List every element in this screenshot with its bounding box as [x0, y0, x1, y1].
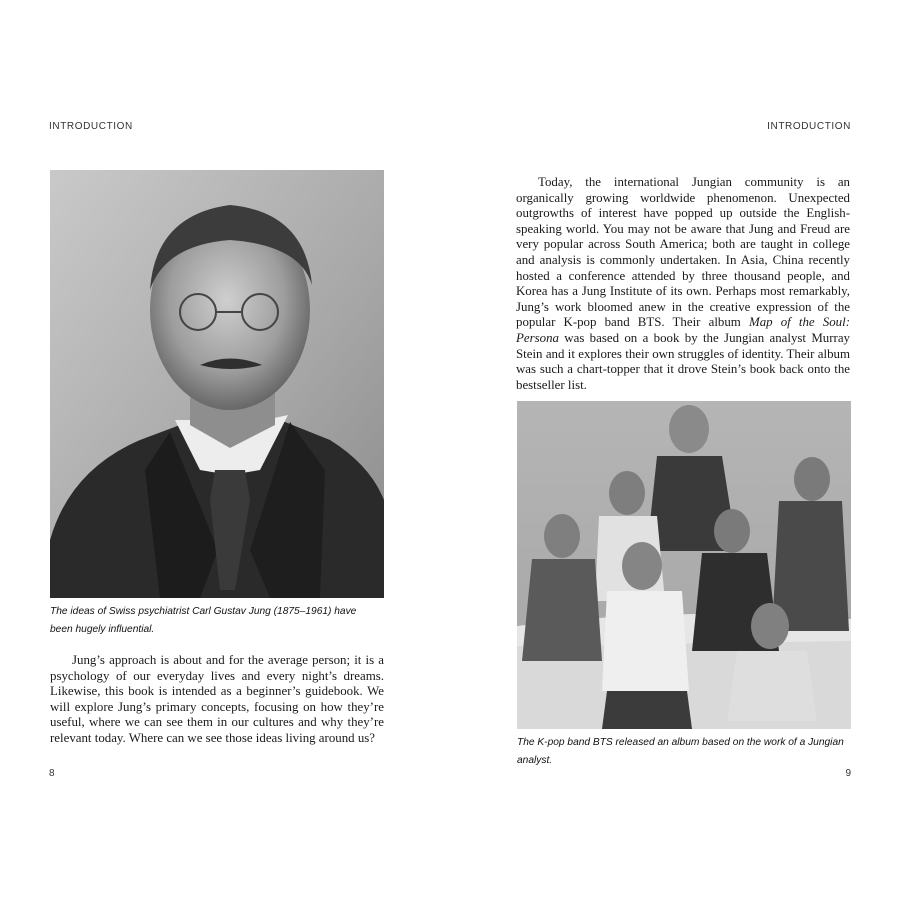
paragraph-text-part: was based on a book by the Jungian analyst Murray Stein and it explores their own struggles of identity. Their album was such a chart-topper that it drove Stein’s book back onto the bestseller list. — [516, 330, 850, 392]
body-paragraph — [516, 175, 850, 393]
portrait-photo-icon — [50, 170, 384, 598]
running-head: INTRODUCTION — [767, 121, 851, 132]
paragraph-text — [516, 175, 850, 393]
right-page — [450, 0, 900, 900]
page-number: 8 — [49, 768, 55, 779]
figure-caption: The K-pop band BTS released an album based on the work of a Jungian analyst. — [517, 737, 844, 766]
paragraph-text: Jung’s approach is about and for the average person; it is a psychology of our everyday lives and every night’s dreams. Likewise, this book is intended as a beginner’s guidebook. We will explore Jung’s primary concepts, focusing on how they’re useful, where we can see them in our cultures and why they’re relevant today. Where can we see those ideas living around us? — [50, 653, 384, 745]
running-head: INTRODUCTION — [49, 121, 133, 132]
group-photo-icon — [517, 401, 851, 729]
paragraph-text-part: Today, the international Jungian community is an organically growing worldwide phenomenon. Unexpected outgrowths of interest have popped up outside the English-speaking world. You may not be aware that Jung and Freud are very popular across South America; both are taught in college and analysis is commonly undertaken. In Asia, China recently hosted a conference attended by three thousand people, and Korea has a Jung Institute of its own. Perhaps most remarkably, Jung’s work bloomed anew in the creative expression of the popular K-pop band BTS. Their album — [516, 175, 850, 330]
figure-caption: The ideas of Swiss psychiatrist Carl Gustav Jung (1875–1961) have been hugely influential. — [50, 606, 357, 635]
page-number: 9 — [845, 768, 851, 779]
body-paragraph — [50, 653, 384, 747]
album-title: Map of the Soul: Persona — [516, 315, 850, 345]
